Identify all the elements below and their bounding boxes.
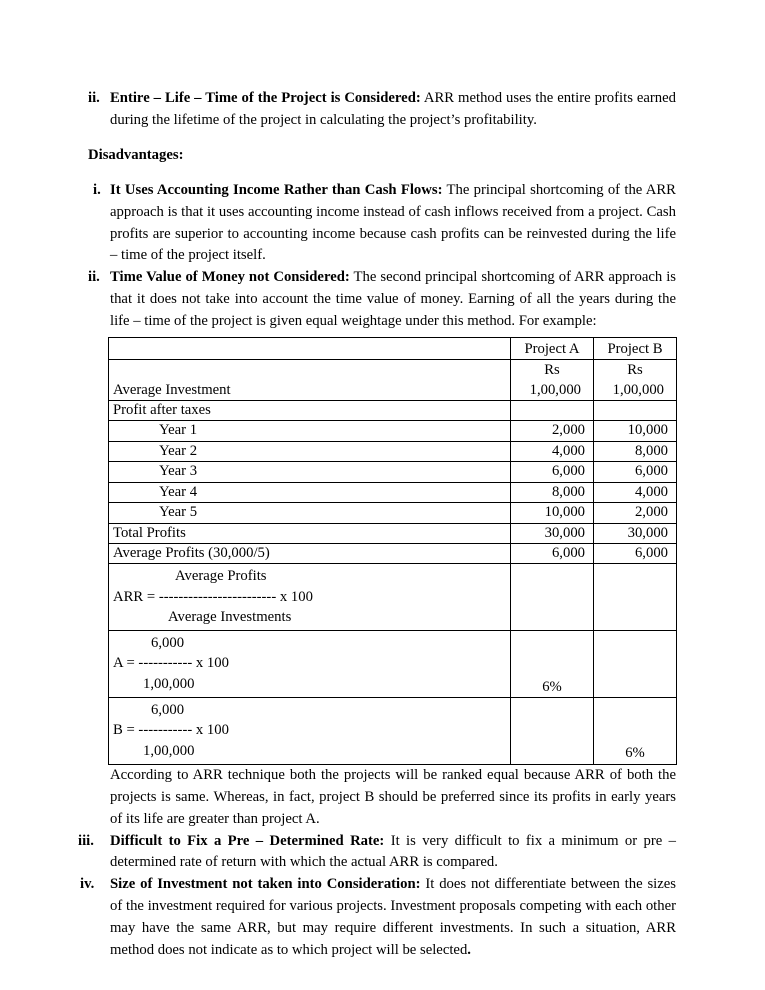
formula-denominator: Average Investments [168, 608, 292, 625]
cell-value-a: 4,000 [511, 441, 594, 461]
list-item-lead: Time Value of Money not Considered: [110, 269, 350, 286]
row-label-average-profits: Average Profits (30,000/5) [109, 543, 511, 563]
row-label-year-4: Year 4 [109, 482, 511, 502]
disadvantage-item-time-value [88, 267, 676, 333]
cell-value-b [594, 564, 677, 631]
currency-label-b: Rs [627, 362, 643, 379]
column-header-project-b: Project B [594, 338, 677, 360]
cell-value-total-b: 30,000 [594, 523, 677, 543]
arr-comparison-table [108, 337, 677, 765]
row-label-total-profits: Total Profits [109, 523, 511, 543]
document-content [78, 88, 677, 962]
cell-value-a [511, 564, 594, 631]
list-marker: ii. [88, 269, 100, 286]
formula-denominator: 1,00,000 [143, 742, 195, 759]
formula-expression: ARR = ------------------------ x 100 [113, 588, 313, 605]
list-item-lead: Difficult to Fix a Pre – Determined Rate: [110, 832, 385, 849]
row-label-profit-after-taxes: Profit after taxes [109, 401, 511, 421]
spacer [88, 132, 676, 145]
table-row [109, 503, 677, 523]
list-item-text: It does not differentiate between the sizes of the investment required for various projects. Investment proposals competing with each other may have the same ARR, but may require different investments. In such a situation, ARR method does not indicate as to which project will be selected [110, 876, 676, 959]
table-row-formula-b [109, 698, 677, 765]
column-header-project-a: Project A [511, 338, 594, 360]
cell-value-a: 6,000 [511, 543, 594, 563]
cell-value-investment-a: 1,00,000 [529, 381, 581, 398]
list-item-text-tail: . [467, 942, 471, 959]
formula-cell-project-b [109, 698, 511, 765]
cell-value-b: 6,000 [594, 543, 677, 563]
spacer [88, 167, 676, 180]
formula-numerator: 6,000 [151, 702, 185, 718]
cell-value-b: 4,000 [594, 482, 677, 502]
cell-value-arr-a [511, 698, 594, 765]
row-label-year-5: Year 5 [109, 503, 511, 523]
table-row [109, 401, 677, 421]
list-item-lead: It Uses Accounting Income Rather than Cash Flows: [110, 181, 443, 198]
row-label-year-1: Year 1 [109, 421, 511, 441]
table-row-total [109, 523, 677, 543]
row-label-average-investment: Average Investment [109, 360, 511, 401]
formula-cell-arr [109, 564, 511, 631]
formula-cell-project-a [109, 631, 511, 698]
list-item-text: The second principal shortcoming of ARR approach is that it does not take into account the time value of money. Earning of all the years during the life – time of the project is given equal weightage under this method. For example: [110, 269, 677, 330]
cell-value-arr-a: 6% [511, 631, 594, 698]
disadvantage-item-predetermined-rate [78, 831, 676, 875]
disadvantage-item-size-of-investment [80, 874, 676, 962]
cell-value-total-a: 30,000 [511, 523, 594, 543]
cell-value-a: 2,000 [511, 421, 594, 441]
cell-value-arr-b: 6% [594, 698, 677, 765]
post-table-paragraph: According to ARR technique both the projects will be ranked equal because ARR of both the projects is same. Whereas, in fact, project B should be preferred since its profits in early years of its life are greater than project A. [110, 766, 676, 827]
list-item-text: It is very difficult to fix a minimum or pre – determined rate of return with which the actual ARR is compared. [110, 832, 676, 871]
row-label-year-3: Year 3 [109, 462, 511, 482]
table-row [109, 421, 677, 441]
cell-value-b [594, 401, 677, 421]
table-row [109, 360, 677, 401]
table-row [109, 441, 677, 461]
row-label-year-2: Year 2 [109, 441, 511, 461]
list-marker: ii. [88, 90, 100, 106]
table-row [109, 462, 677, 482]
cell-value-b: 6,000 [594, 462, 677, 482]
section-heading-disadvantages: Disadvantages: [88, 146, 184, 163]
list-item-text: The principal shortcoming of the ARR approach is that it uses accounting income instead of cash inflows received from a project. Cash profits are superior to accounting income because cash profits can be reinvested during the life – time of the project itself. [110, 181, 676, 264]
cell-value-investment-b: 1,00,000 [612, 381, 664, 398]
cell-value-arr-b [594, 631, 677, 698]
list-marker: iii. [78, 832, 94, 849]
table-header-row [109, 338, 677, 360]
table-row-formula-a [109, 631, 677, 698]
list-marker: iv. [80, 876, 95, 893]
cell-investment-a [511, 360, 594, 401]
formula-denominator: 1,00,000 [143, 675, 195, 692]
table-row-formula-arr [109, 564, 677, 631]
arr-comparison-table-wrapper [108, 337, 676, 765]
cell-value-b: 10,000 [594, 421, 677, 441]
formula-numerator: 6,000 [151, 635, 185, 652]
table-row [109, 482, 677, 502]
disadvantage-item-accounting-income [88, 180, 676, 268]
list-marker: i. [93, 181, 101, 198]
cell-value-a: 6,000 [511, 462, 594, 482]
cell-value-a [511, 401, 594, 421]
formula-expression: B = ----------- x 100 [113, 722, 229, 739]
list-item-lead: Size of Investment not taken into Consideration: [110, 876, 421, 893]
cell-value-b: 8,000 [594, 441, 677, 461]
cell-value-a: 10,000 [511, 503, 594, 523]
currency-label-a: Rs [544, 362, 560, 379]
list-item-lead: Entire – Life – Time of the Project is Considered: [110, 90, 421, 106]
cell-value-a: 8,000 [511, 482, 594, 502]
cell-investment-b [594, 360, 677, 401]
list-item-entire-life-time [88, 88, 676, 132]
cell-value-b: 2,000 [594, 503, 677, 523]
formula-numerator: Average Profits [175, 568, 267, 585]
formula-expression: A = ----------- x 100 [113, 655, 229, 672]
list-item-text: ARR method uses the entire profits earned during the lifetime of the project in calculating the project’s profitability. [110, 90, 677, 128]
column-header-blank [109, 338, 511, 360]
table-row [109, 543, 677, 563]
